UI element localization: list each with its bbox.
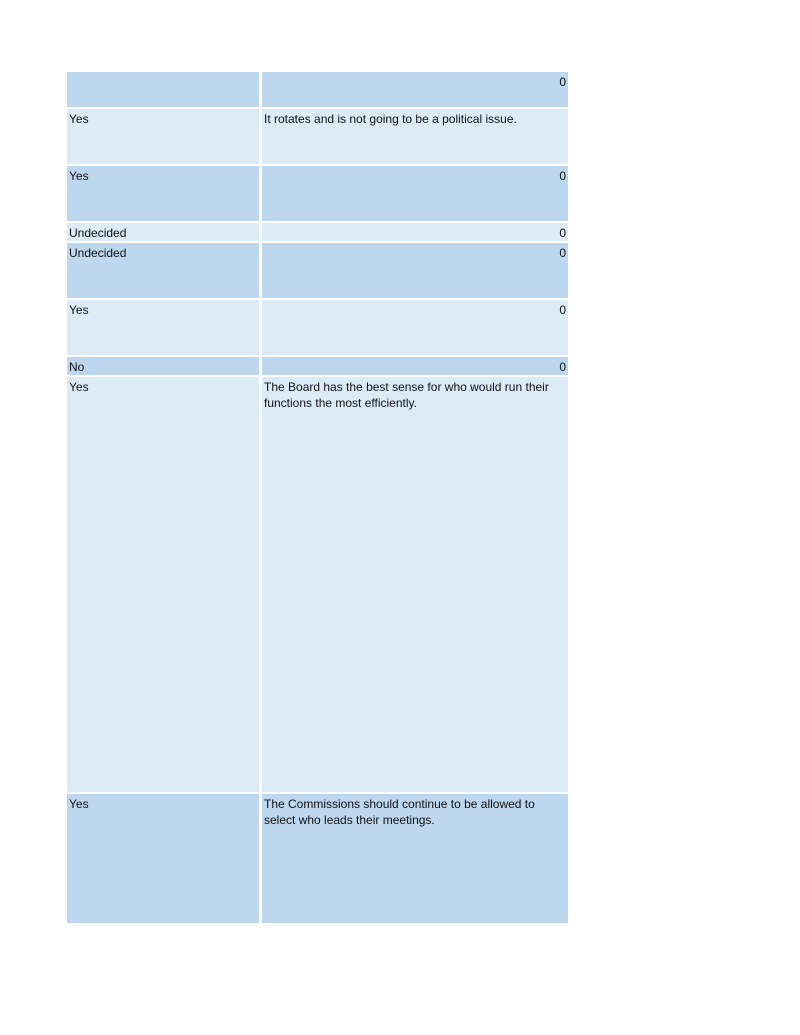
answer-cell: Yes	[67, 300, 262, 357]
comment-cell: It rotates and is not going to be a political issue.	[262, 109, 568, 166]
answer-cell: Yes	[67, 377, 262, 794]
table-row	[67, 109, 568, 166]
answer-cell: No	[67, 357, 262, 377]
table-row	[67, 72, 568, 109]
comment-cell: 0	[262, 243, 568, 300]
table-row	[67, 357, 568, 377]
table-row	[67, 300, 568, 357]
answer-cell: Undecided	[67, 223, 262, 243]
answer-cell: Undecided	[67, 243, 262, 300]
answer-cell: Yes	[67, 166, 262, 223]
comment-cell: 0	[262, 166, 568, 223]
answer-cell: Yes	[67, 109, 262, 166]
answer-cell: Yes	[67, 794, 262, 925]
comment-cell: The Board has the best sense for who would run their functions the most efficiently.	[262, 377, 568, 794]
comment-cell: The Commissions should continue to be allowed to select who leads their meetings.	[262, 794, 568, 925]
comment-cell: 0	[262, 357, 568, 377]
comment-cell: 0	[262, 223, 568, 243]
table-row	[67, 166, 568, 223]
table-row	[67, 377, 568, 794]
comment-cell: 0	[262, 300, 568, 357]
table-row	[67, 243, 568, 300]
table-row	[67, 223, 568, 243]
answer-cell	[67, 72, 262, 109]
responses-table	[67, 72, 568, 925]
table-row	[67, 794, 568, 925]
comment-cell: 0	[262, 72, 568, 109]
